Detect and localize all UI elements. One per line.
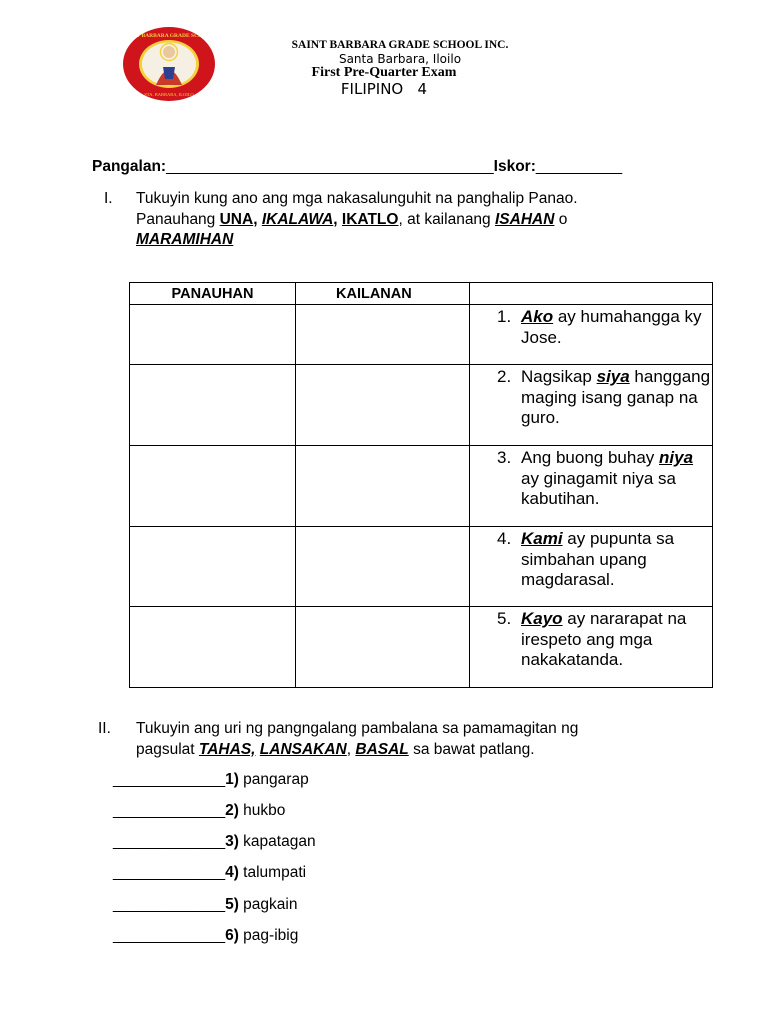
- kailanan-answer-cell-4[interactable]: [296, 527, 470, 607]
- table-row: [130, 607, 713, 688]
- answer-blank-5[interactable]: _____________: [113, 896, 226, 913]
- term-tahas: TAHAS,: [198, 740, 256, 758]
- kailanan-answer-cell-5[interactable]: [296, 607, 470, 688]
- list-item: _____________4) talumpati: [113, 864, 307, 881]
- item-cell-2: 2. Nagsikap siya hanggang maging isang ganap na guro.: [470, 365, 713, 446]
- section-1-line-3: [136, 230, 676, 251]
- term-ikalawa: IKALAWA: [261, 210, 334, 228]
- answer-table: [129, 282, 713, 688]
- header-kailanan: KAILANAN: [296, 283, 470, 305]
- answer-blank-4[interactable]: _____________: [113, 864, 226, 881]
- item-cell-3: 3. Ang buong buhay niya ay ginagamit niya sa kabutihan.: [470, 446, 713, 527]
- school-location: Santa Barbara, Iloilo: [338, 52, 462, 66]
- list-item: _____________6) pag-ibig: [113, 927, 299, 944]
- term-basal: BASAL: [355, 740, 409, 758]
- answer-blank-3[interactable]: _____________: [113, 833, 226, 850]
- list-item: _____________5) pagkain: [113, 896, 298, 913]
- section-2-line-2: pagsulat TAHAS, LANSAKAN, BASAL sa bawat patlang.: [136, 740, 535, 758]
- term-ikatlo: IKATLO: [341, 210, 399, 228]
- section-1-line-2: Panauhang UNA, IKALAWA, IKATLO, at kailanang ISAHAN o: [136, 210, 568, 228]
- table-header-row: [130, 283, 713, 305]
- section-2-instructions: [98, 719, 718, 761]
- term-maramihan: MARAMIHAN: [136, 231, 234, 248]
- name-field[interactable]: ______________________________________: [166, 158, 494, 175]
- answer-blank-1[interactable]: _____________: [113, 771, 226, 788]
- kailanan-answer-cell-2[interactable]: [296, 365, 470, 446]
- score-field[interactable]: __________: [535, 158, 623, 175]
- pronoun-4: Kami: [521, 529, 563, 548]
- table-row: [130, 446, 713, 527]
- subject-title: FILIPINO 4: [340, 80, 428, 98]
- kailanan-answer-cell-3[interactable]: [296, 446, 470, 527]
- list-item: _____________2) hukbo: [113, 802, 286, 819]
- student-info-line: [92, 158, 622, 176]
- section-1-number: I.: [104, 190, 113, 207]
- pronoun-3: niya: [659, 448, 694, 467]
- list-item: _____________3) kapatagan: [113, 833, 316, 850]
- table-row: [130, 527, 713, 607]
- answer-blank-6[interactable]: _____________: [113, 927, 226, 944]
- name-label: Pangalan:: [92, 158, 167, 175]
- section-2-number: II.: [98, 720, 111, 737]
- school-name: SAINT BARBARA GRADE SCHOOL INC.: [291, 39, 509, 51]
- table-row: [130, 305, 713, 365]
- header-item: [470, 283, 713, 305]
- panauhan-answer-cell-4[interactable]: [130, 527, 296, 607]
- section-2-line-1: Tukuyin ang uri ng pangngalang pambalana sa pamamagitan ng: [136, 720, 579, 737]
- section-1-instructions: [104, 189, 724, 251]
- svg-text:STA. BARBARA, ILOILO: STA. BARBARA, ILOILO: [144, 92, 194, 97]
- item-cell-5: 5. Kayo ay nararapat na irespeto ang mga nakakatanda.: [470, 607, 713, 688]
- pronoun-1: Ako: [521, 307, 554, 326]
- item-cell-4: 4. Kami ay pupunta sa simbahan upang magdarasal.: [470, 527, 713, 607]
- pronoun-5: Kayo: [521, 609, 563, 628]
- panauhan-answer-cell-5[interactable]: [130, 607, 296, 688]
- panauhan-answer-cell-1[interactable]: [130, 305, 296, 365]
- item-cell-1: 1. Ako ay humahangga ky Jose.: [470, 305, 713, 365]
- svg-text:SAINT BARBARA GRADE SCHOOL: SAINT BARBARA GRADE SCHOOL: [123, 33, 215, 39]
- header-panauhan: PANAUHAN: [130, 283, 296, 305]
- term-una: UNA: [219, 210, 254, 228]
- score-label: Iskor:: [493, 158, 536, 175]
- table-row: [130, 365, 713, 446]
- term-isahan: ISAHAN: [494, 210, 555, 228]
- section-1-line-1: Tukuyin kung ano ang mga nakasalunguhit na panghalip Panao.: [136, 190, 578, 207]
- answer-blank-2[interactable]: _____________: [113, 802, 226, 819]
- panauhan-answer-cell-3[interactable]: [130, 446, 296, 527]
- exam-title: First Pre-Quarter Exam: [311, 65, 457, 80]
- pronoun-2: siya: [596, 367, 630, 386]
- term-lansakan: LANSAKAN: [259, 740, 347, 758]
- panauhan-answer-cell-2[interactable]: [130, 365, 296, 446]
- kailanan-answer-cell-1[interactable]: [296, 305, 470, 365]
- list-item: _____________1) pangarap: [113, 771, 309, 788]
